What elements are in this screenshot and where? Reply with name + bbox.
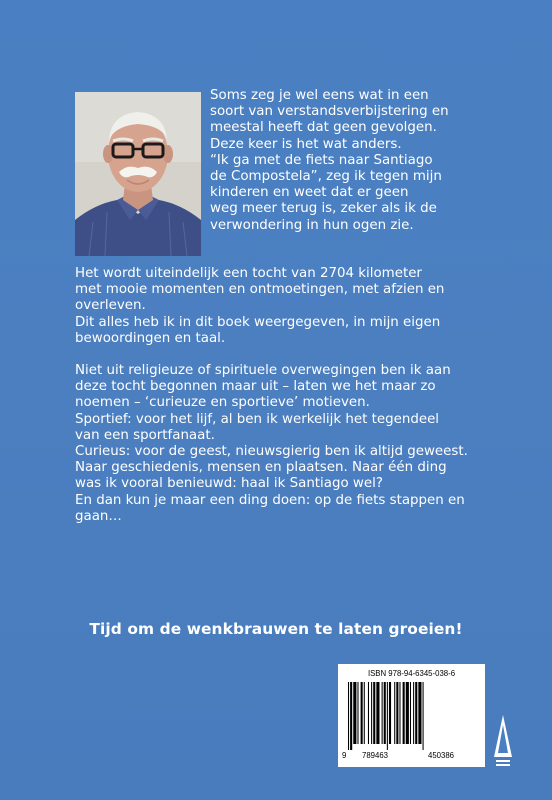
barcode-bar [371,682,372,744]
barcode-bar [389,682,391,744]
paragraph-motives: Niet uit religieuze of spirituele overwegingen ben ik aan deze tocht begonnen maar uit – laten we het maar zo noemen – ‘curieuze en sportieve’ motieven. Sportief: voor het lijf, al ben ik werkelijk het tegendeel van een sportfanaat. Curieus: voor de geest, nieuwsgierig ben ik altijd geweest. Naar geschiedenis, mensen en plaatsen. Naar één ding was ik vooral benieuwd: haal ik Santiago wel? En dan kun je maar een ding doen: op de fiets stappen en gaan… [75,363,468,524]
barcode-bar [364,682,365,744]
barcode-bar [387,682,388,750]
barcode-digits-left: 789463 [362,751,389,760]
barcode-bar [423,682,424,750]
barcode-bar [394,682,395,744]
barcode-bar [361,682,363,744]
barcode-bar [418,682,421,744]
barcode-bar [415,682,417,744]
barcode-digits-right: 450386 [428,751,455,760]
barcode-bar [396,682,398,744]
tagline: Tijd om de wenkbrauwen te laten groeien! [89,620,463,638]
barcode-bar [410,682,411,744]
barcode-bar [353,682,356,744]
intro-text: Soms zeg je wel eens wat in een soort van verstandsverbijstering en meestal heeft dat geen gevolgen. Deze keer is het wat anders. “Ik ga met de fiets naar Santiago de Compostela”, zeg ik tegen mijn kinderen en weet dat er geen weg meer terug is, zeker als ik de verwondering in hun ogen zie. [210,88,449,233]
barcode-panel [338,664,485,767]
author-photo [75,92,201,256]
barcode-bar [382,682,383,744]
barcode-bar [403,682,405,744]
paragraph-journey: Het wordt uiteindelijk een tocht van 2704 kilometer met mooie momenten en ontmoetingen, met afzien en overleven. Dit alles heb ik in dit boek weergegeven, in mijn eigen bewoordingen en taal. [75,266,445,346]
barcode-bar [413,682,414,744]
barcode-bar [384,682,386,744]
barcode-bars [346,682,477,750]
isbn-label: ISBN 978-94-6345-038-6 [367,669,456,678]
barcode-bar [348,682,349,750]
barcode-digit-first: 9 [342,751,347,760]
barcode-bar [357,682,358,744]
barcode-bar [399,682,400,744]
barcode-bar [373,682,375,744]
barcode-bar [406,682,409,744]
barcode-bar [368,682,369,744]
barcode-bar [376,682,379,744]
publisher-logo-icon [492,713,514,769]
author-portrait [75,92,201,256]
description [75,266,535,525]
barcode-bar [350,682,352,750]
